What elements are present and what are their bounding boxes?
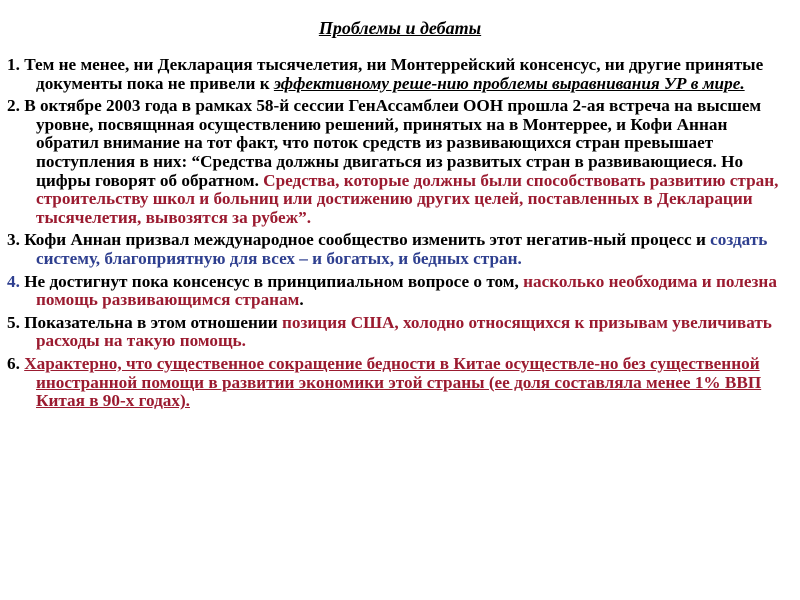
list-item-4 (7, 273, 793, 310)
item-1-text: 1. Тем не менее, ни Декларация тысячелетия, ни Монтеррейский консенсус, ни другие принятые документы пока не привели к (7, 55, 764, 93)
list-item-5 (7, 314, 793, 351)
item-3-highlight: создать систему, благоприятную для всех – и богатых, и бедных стран. (36, 230, 768, 268)
item-4-text: Не достигнут пока консенсус в принципиальном вопросе о том, (19, 271, 524, 291)
item-2-highlight: Средства, которые должны были способствовать развитию стран, строительству школ и больниц или достижению других целей, поставленных в Декларации тысячелетия, вывозятся за рубеж”. (36, 170, 779, 227)
item-2-text: 2. В октябре 2003 года в рамках 58-й сессии ГенАссамблеи ООН прошла 2-ая встреча на высшем уровне, посвящнная осуществлению решений, принятых на в Монтеррее, и Кофи Аннан обратил внимание на тот факт, что поток средств из развивающихся стран превышает поступления в них: “Средства должны двигаться из развитых стран в развивающиеся. Но цифры говорят об обратном. (7, 96, 762, 190)
list-item-6 (7, 355, 793, 411)
item-5-text: 5. Показательна в этом отношении (7, 312, 282, 332)
item-6-highlight: Характерно, что существенное сокращение бедности в Китае осуществле-но без существенной иностранной помощи в развитии экономики этой страны (ее доля составляла менее 1% ВВП Китая в 90-х годах). (24, 353, 762, 411)
list-item-1 (7, 56, 793, 93)
item-4-highlight: насколько необходима и полезна помощь развивающимся странам (36, 271, 777, 310)
slide-content (7, 56, 793, 415)
item-4-end: . (299, 290, 304, 310)
item-4-number: 4. (7, 271, 20, 291)
item-1-emphasis: эффективному реше-нию проблемы выравнивания УР в мире. (273, 73, 745, 93)
list-item-2 (7, 97, 793, 227)
list-item-3 (7, 231, 793, 268)
item-3-text: 3. Кофи Аннан призвал международное сообщество изменить этот негатив-ный процесс и (7, 230, 711, 250)
item-6-number: 6. (7, 353, 25, 373)
item-5-highlight: позиция США, холодно относящихся к призывам увеличивать расходы на такую помощь. (36, 312, 772, 351)
slide-title: Проблемы и дебаты (318, 18, 482, 38)
